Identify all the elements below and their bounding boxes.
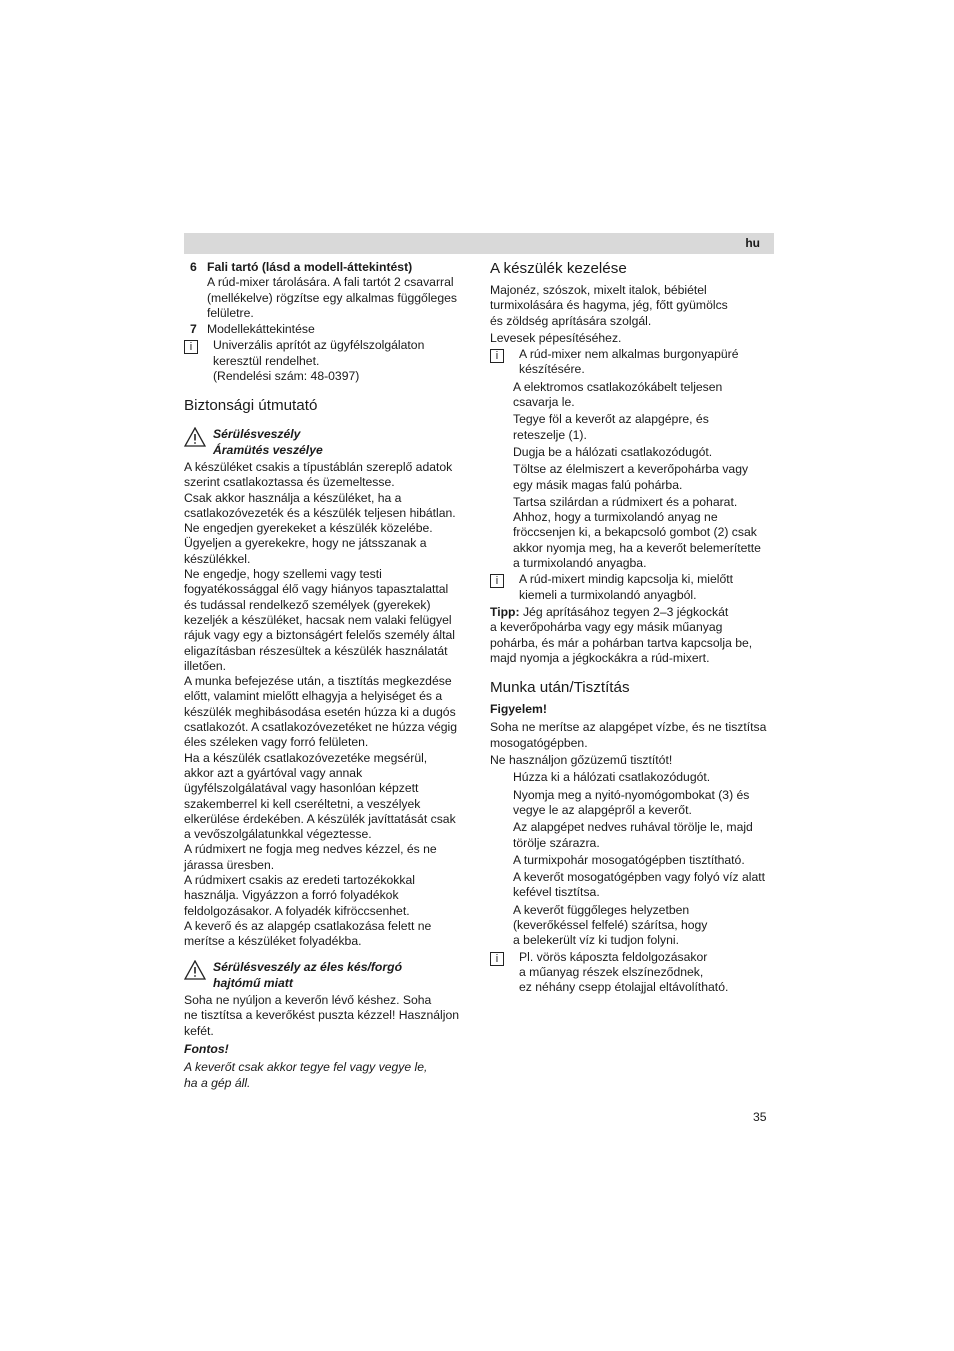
important-label: Fontos! [184,1041,229,1056]
info-line: ez néhány csepp étolajjal eltávolítható. [519,980,729,995]
right-column [490,259,776,995]
info-note [184,338,472,384]
step: Nyomja meg a nyitó-nyomógombokat (3) és vegye le az alapgépről a keverőt. [513,787,750,817]
step: A keverőt függőleges helyzetben (keverőkéssel felfelé) szárítsa, hogy a belekerült víz ki tudjon folyni. [513,902,708,948]
safety-para-8: A rúdmixert csakis az eredeti tartozékokkal használja. Vigyázzon a forró folyadékok feldolgozásakor. A folyadék kifröccsenhet. [184,872,415,918]
tip-para: Tipp: Jég aprításához tegyen 2–3 jégkockát a keverőpohárba vagy egy másik műanyag pohárba, és már a pohárban tartva kapcsolja be, majd nyomja a jégkockákra a rúd-mixert. [490,604,753,665]
header-bar [184,233,774,254]
warning-line: Áramütés veszélye [213,442,323,457]
safety-para-9: A keverő és az alapgép csatlakozása felett ne merítse a készüléket folyadékba. [184,918,432,949]
warning-line: hajtómű miatt [213,975,293,990]
item-line: A rúd-mixer tárolására. A fali tartót 2 csavarral [207,275,454,290]
clean-heading: Munka után/Tisztítás [490,679,630,697]
warning-knife [184,960,472,991]
info-icon: i [490,349,504,363]
safety-para-5: A munka befejezése után, a tisztítás megkezdése előtt, valamint mielőtt elhagyja a helyiséget és a készülék meghibásodása esetén húzza ki a dugós csatlakozót. A csatlakozóvezetéket ne húzza végig éles széleken vagy forró felületen. [184,674,458,750]
item-number: 6 [190,260,197,274]
info-line: Univerzális aprítót az ügyfélszolgálaton [213,338,425,353]
tip-label: Tipp: [490,604,520,619]
warning-triangle-icon [184,427,206,447]
item-6 [184,260,472,321]
safety-heading: Biztonsági útmutató [184,397,318,415]
step: Húzza ki a hálózati csatlakozódugót. [513,770,711,785]
page-number: 35 [753,1110,767,1124]
usage-intro: Majonéz, szószok, mixelt italok, bébiétel turmixolására és hagyma, jég, főtt gyümölcs és zöldség aprítására szolgál. [490,283,728,328]
step: Töltse az élelmiszert a keverőpohárba vagy egy másik magas falú pohárba. [513,462,749,492]
step: Dugja be a hálózati csatlakozódugót. [513,444,713,459]
info-line: (Rendelési szám: 48-0397) [213,369,360,384]
step: A elektromos csatlakozókábelt teljesen csavarja le. [513,379,723,410]
safety-para-4: Ne engedje, hogy szellemi vagy testi fogyatékossággal élő vagy hiányos tapasztalattal és tudással rendelkező személyek (gyerekek) kezeljék a készüléket, hacsak nem valaki felügyel rájuk vagy egy a biztonságért felelős személy által eligazításban részesültek a készülék használatát illetően. [184,567,455,673]
attention-label: Figyelem! [490,702,547,717]
step: A turmixpohár mosogatógépben tisztítható. [513,852,745,867]
info-line: készítésére. [519,362,585,377]
info-icon: i [184,340,198,354]
info-line: Pl. vörös káposzta feldolgozásakor [519,949,708,964]
item-number: 7 [190,322,197,337]
no-steam-note: Ne használjon gőzüzemű tisztítót! [490,753,673,768]
safety-para-3: Ne engedjen gyerekeket a készülék közelébe. Ügyeljen a gyerekekre, hogy ne játsszanak a készülékkel. [184,521,433,566]
warning-triangle-icon [184,960,206,980]
item-line: (mellékelve) rögzítse egy alkalmas függőleges [207,290,457,305]
usage-heading: A készülék kezelése [490,260,627,277]
safety-para-7: A rúdmixert ne fogja meg nedves kézzel, és ne járassa üresben. [184,842,437,872]
language-label: hu [745,236,760,250]
important-text: A keverőt csak akkor tegye fel vagy vegye le, ha a gép áll. [184,1060,428,1090]
info-line: kiemeli a turmixolandó anyagból. [519,587,697,602]
usage-intro-2: Levesek pépesítéséhez. [490,330,622,345]
safety-para-6: Ha a készülék csatlakozóvezetéke megsérül, akkor azt a gyártóval vagy annak ügyfélszolgálatával vagy hasonlóan képzett szakemberrel ki kell cseréltetni, a veszélyek elkerülése érdekében. A készülék javíttatását csak a vevőszolgálatunkkal végeztesse. [184,750,456,842]
info-icon: i [490,952,504,966]
step: A keverőt mosogatógépben vagy folyó víz alatt kefével tisztítsa. [513,870,766,900]
left-column [184,259,472,1091]
clean-steps [490,770,776,948]
info-icon: i [490,574,504,588]
attention-text: Soha ne merítse az alapgépet vízbe, és ne tisztítsa mosogatógépben. [490,720,767,750]
usage-steps [490,380,776,572]
warning-electric [184,427,472,458]
step: Tegye föl a keverőt az alapgépre, és reteszelje (1). [513,412,709,442]
info-line: keresztül rendelhet. [213,353,320,368]
safety-para-1: A készüléket csakis a típustáblán szereplő adatok szerint csatlakoztassa és üzemeltesse. [184,459,453,490]
info-note [490,347,776,378]
info-note [490,572,776,603]
info-line: A rúd-mixer nem alkalmas burgonyapüré [519,347,739,362]
safety-para-2: Csak akkor használja a készüléket, ha a csatlakozóvezeték és a készülék teljesen hibátlan. [184,490,456,520]
info-note [490,950,776,996]
item-7 [184,322,472,337]
item-title: Fali tartó (lásd a modell-áttekintést) [207,260,413,274]
item-title: Modellekáttekintése [207,322,315,337]
info-line: a műanyag részek elszíneződnek, [519,964,704,979]
item-line: felületre. [207,305,254,320]
warning-line: Sérülésveszély [213,427,301,442]
info-line: A rúd-mixert mindig kapcsolja ki, mielőtt [519,572,734,587]
warning-line: Sérülésveszély az éles kés/forgó [213,960,403,975]
step: Az alapgépet nedves ruhával törölje le, majd törölje szárazra. [513,820,753,850]
step: Tartsa szilárdan a rúdmixert és a poharat. Ahhoz, hogy a turmixolandó anyag ne fröccsenjen ki, a bekapcsoló gombot (2) csak akkor nyomja meg, ha a keverőt belemerítette a turmixolandó anyagba. [513,494,761,571]
knife-para: Soha ne nyúljon a keverőn lévő késhez. Soha ne tisztítsa a keverőkést puszta kézzel! Használjon kefét. [184,993,460,1038]
